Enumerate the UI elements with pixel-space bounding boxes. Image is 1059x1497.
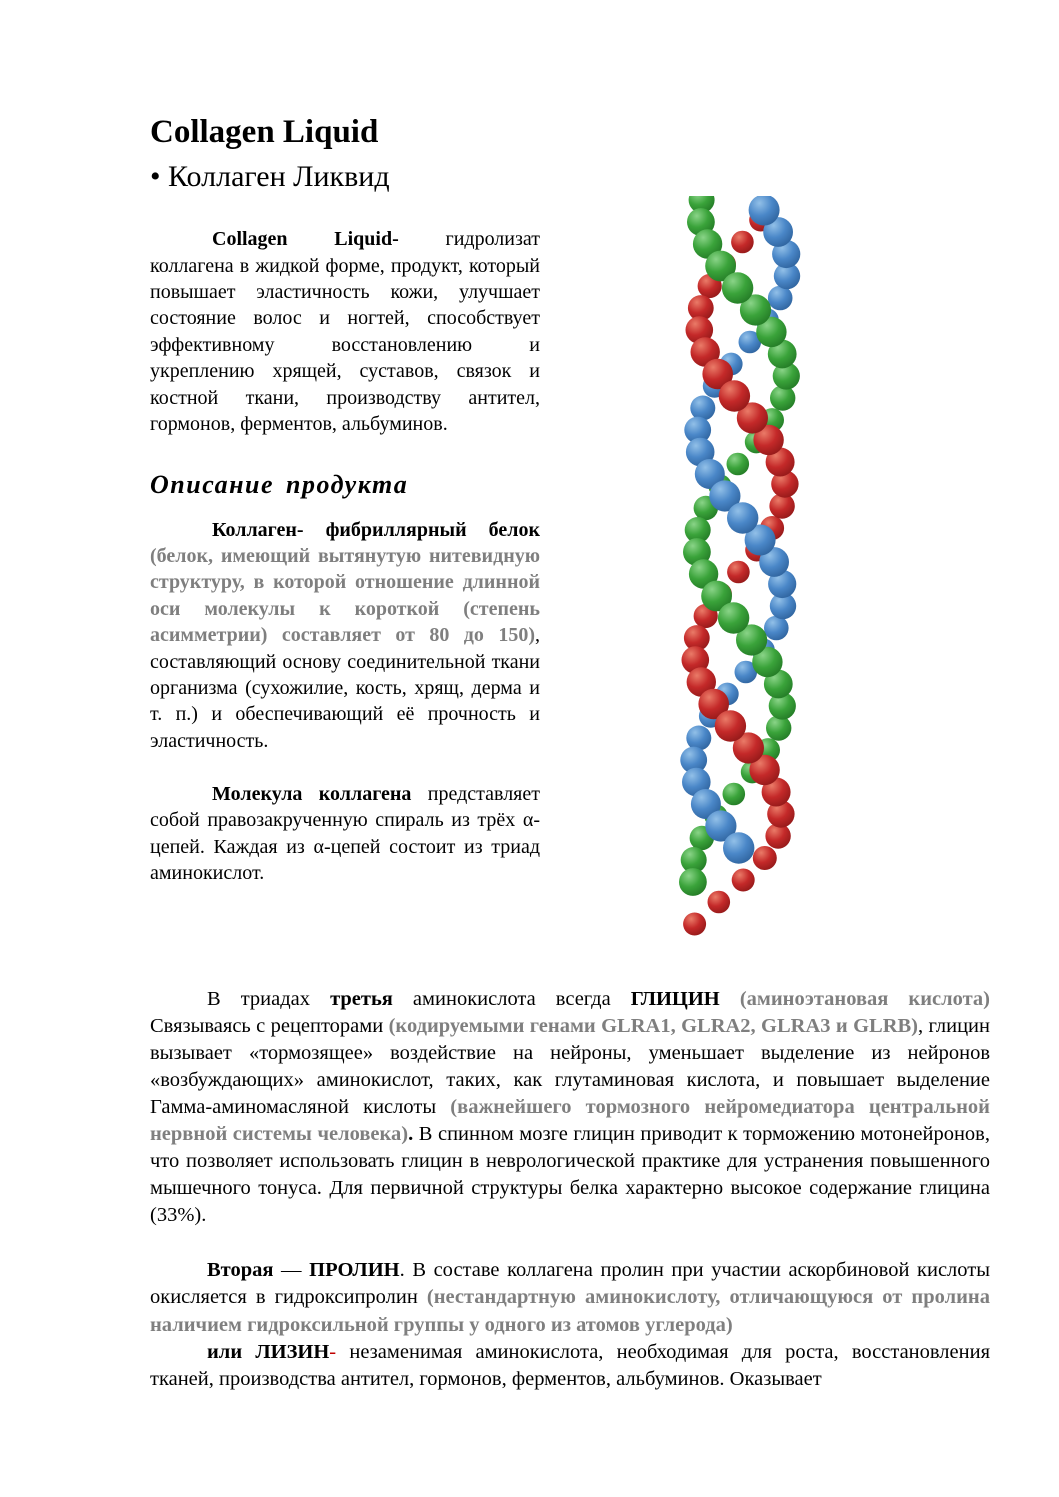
bottom-text-column (150, 986, 990, 1393)
text-run: Связываясь с рецепторами (150, 1015, 389, 1038)
text-run: — (273, 1259, 310, 1282)
text-run: В триадах (207, 988, 331, 1010)
text-run: , глицин вызывает «тормозящее» воздействие на нейроны, уменьшает выделение из нейронов «возбуждающих» аминокислот, таких, как глутаминовая кислота, и повышает выделение Гамма-аминомасляной кислоты (150, 1015, 990, 1119)
text-run: или ЛИЗИН (207, 1340, 330, 1363)
text-run: В спинном мозге глицин приводит к торможению мотонейронов, что позволяет использовать глицин в неврологической практике для устранения повышенного мышечного тонуса. Для первичной структуры белка характерно высокое содержание глицина (33%). (150, 1123, 990, 1227)
text-run: ПРОЛИН (309, 1259, 400, 1282)
text-run: , составляющий основу соединительной ткани организма (сухожилие, кость, хрящ, дерма и т. п.) и обеспечивающий её прочность и эластичность. (150, 624, 540, 752)
collagen-molecule-image (652, 196, 828, 948)
text-run: гидролизат коллагена в жидкой форме, продукт, который повышает эластичность кожи, улучшает состояние волос и ногтей, способствует эффективному восстановлению и укреплению хрящей, суставов, связок и костной ткани, производству антител, гормонов, ферментов, альбуминов. (150, 228, 540, 435)
paragraph-intro (150, 226, 540, 437)
paragraph-proline (150, 1257, 990, 1338)
text-run: (нестандартную аминокислоту, отличающуюся от пролина наличием гидроксильной группы у одного из атомов углерода) (150, 1286, 990, 1336)
text-run: . (408, 1123, 414, 1146)
paragraph-molecule-description (150, 781, 540, 887)
text-run: (кодируемыми генами GLRA1, GLRA2, GLRA3 и GLRB) (388, 1015, 919, 1038)
text-run: ГЛИЦИН (630, 988, 740, 1010)
left-text-column (150, 112, 540, 887)
text-run: третья (330, 988, 393, 1010)
text-run: Collagen Liquid- (212, 228, 399, 251)
text-run: (важнейшего тормозного нейромедиатора центральной нервной системы человека) (150, 1096, 990, 1146)
text-run: - (329, 1340, 337, 1363)
document-title: Collagen Liquid (150, 114, 379, 150)
paragraph-collagen-description (150, 517, 540, 755)
text-run: . В составе коллагена пролин при участии аскорбиновой кислоты окисляется в гидроксипролин (150, 1259, 990, 1309)
text-run: (белок, имеющий вытянутую нитевидную структуру, в которой отношение длинной оси молекулы к короткой (степень асимметрии) составляет от 80 до 150) (150, 544, 540, 647)
text-run: (аминоэтановая кислота) (739, 988, 991, 1010)
section-heading-product-description: Описание продукта (150, 470, 409, 500)
text-run: Молекула коллагена (212, 783, 428, 806)
paragraph-lysine (150, 1339, 990, 1393)
text-run: аминокислота всегда (392, 988, 631, 1010)
text-run: Вторая (207, 1259, 274, 1282)
document-subtitle-bullet: • Коллаген Ликвид (150, 160, 390, 194)
text-run: незаменимая аминокислота, необходимая для роста, восстановления тканей, производства антител, гормонов, ферментов, альбуминов. Оказывает (150, 1340, 990, 1390)
text-run: Коллаген- фибриллярный белок (212, 518, 540, 541)
paragraph-glycine (150, 986, 990, 1229)
text-run: представляет собой правозакрученную спираль из трёх α-цепей. Каждая из α-цепей состоит из триад аминокислот. (150, 783, 540, 885)
collagen-helix-svg (652, 196, 828, 948)
